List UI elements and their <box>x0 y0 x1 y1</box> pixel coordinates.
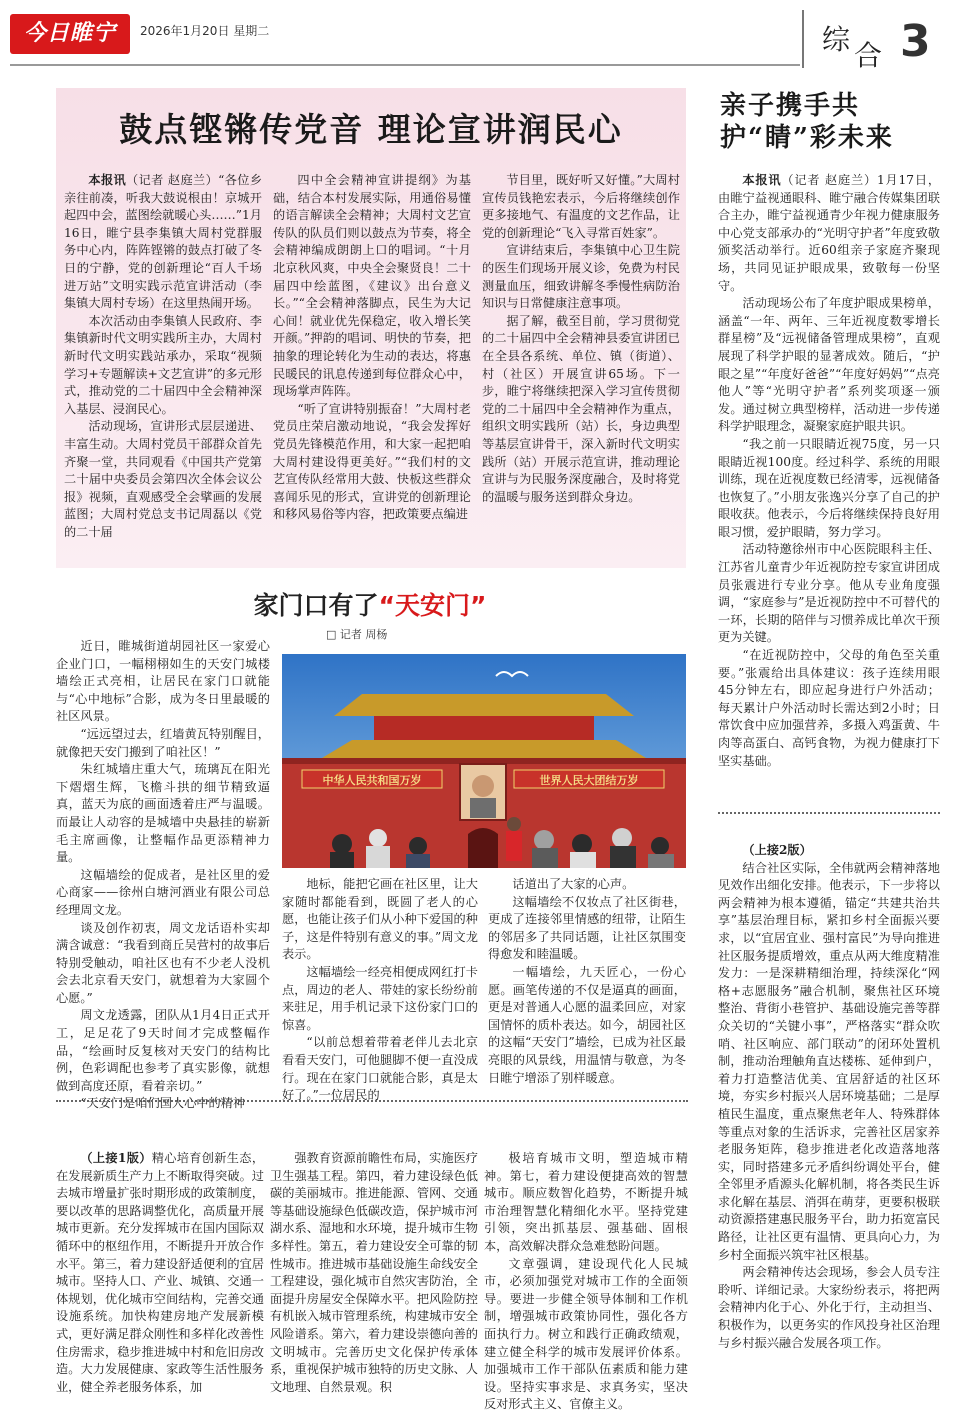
story4-paragraph: 活动特邀徐州市中心医院眼科主任、江苏省儿童青少年近视防控专家宣讲团成员张震进行专业分享。他从专业角度强调，“家庭参与”是近视防控中不可替代的一环，长期的陪伴与习惯养成比单次干预更为关键。 <box>718 542 940 645</box>
story2-paragraph: 话道出了大家的心声。 <box>512 877 635 891</box>
story4-paragraph: “在近视防控中，父母的角色至关重要。”张震给出具体建议：孩子连续用眼45分钟左右，即应起身进行户外活动；每天累计户外活动时长需达到2小时；日常饮食中应加强营养，多摄入鸡蛋黄、牛肉等高蛋白、高钙食物，为视力健康打下坚实基础。 <box>718 648 940 768</box>
story2-headline <box>200 586 540 622</box>
story1-paragraph: “听了宣讲特别振奋！”大周村老党员庄荣启激动地说，“我会发挥好党员先锋模范作用，和大家一起把咱大周村建设得更美好。”“我们村的文艺宣传队经常用大鼓、快板这些群众喜闻乐见的形式，宣讲党的创新理论和移风易俗等内容，把政策要点编进 <box>273 401 471 522</box>
story2-column-2 <box>282 876 478 1103</box>
story1-paragraph: 宣讲结束后，李集镇中心卫生院的医生们现场开展义诊，免费为村民测量血压，细致讲解冬季慢性病防治知识与日常健康注意事项。 <box>482 243 680 311</box>
story2-photo <box>282 654 686 868</box>
continued-marker: （上接2版） <box>742 843 812 857</box>
story1-column-1 <box>64 172 262 562</box>
story1-text: “各位乡亲往前凑，听我大鼓说根由！京城开起四中会，蓝图绘就暖心头……”1月16日，睢宁县李集镇大周村党群服务中心内，阵阵铿锵的鼓点打破了冬日的宁静，党的创新理论“百人千场进万站”文明实践示范宣讲活动（李集镇大周村专场）在这里热闹开场。 <box>64 173 263 311</box>
story2-headline-highlight: “天安门” <box>378 591 487 620</box>
section-char-2: 合 <box>854 39 887 72</box>
story2-paragraph: 周文龙透露，团队从1月4日正式开工，足足花了9天时间才完成整幅作品，“绘画时反复核对天安门的结构比例，色彩调配也参考了真实影像，就想做到高度还原，看着亲切。” <box>56 1008 270 1093</box>
story2-paragraph: 谈及创作初衷，周文龙话语朴实却满含诚意：“我看到商丘吴营村的故事后特别受触动，咱社区也有不少老人没机会去北京看天安门，就想着为大家圆个心愿。” <box>56 920 270 1005</box>
right-divider <box>718 812 940 814</box>
story2-paragraph: “天安门是咱们国人心中的精神 <box>80 1096 246 1111</box>
page-number: 3 <box>900 16 931 67</box>
story2-paragraph: “远远望过去，红墙黄瓦特别醒目，就像把天安门搬到了咱社区！” <box>56 726 270 759</box>
story2-paragraph: 地标，能把它画在社区里，让大家随时都能看到，既圆了老人的心愿，也能让孩子们从小种下爱国的种子，这是件特别有意义的事。”周文龙表示。 <box>282 877 478 962</box>
story3-paragraph <box>56 1150 264 1396</box>
section-name <box>822 18 887 72</box>
masthead-logo: 今日睢宁 <box>10 14 130 54</box>
story2-paragraph: 这幅墙绘不仅妆点了社区街巷，更成了连接邻里情感的纽带，让陌生的邻居多了共同话题，让社区氛围变得愈发和睦温暖。 <box>488 894 686 962</box>
story1-column-2 <box>273 172 471 562</box>
story2-paragraph: 一幅墙绘，九天匠心，一份心愿。画笔传递的不仅是逼真的画面，更是对普通人心愿的温柔回应，对家国情怀的质朴表达。如今，胡园社区的这幅“天安门”墙绘，已成为社区最亮眼的风景线，用温情与敬意，为冬日睢宁增添了别样暖意。 <box>488 964 686 1085</box>
header-rule <box>10 64 800 66</box>
story2-column-3 <box>488 876 686 1086</box>
story5-paragraph: 结合社区实际，全伟就两会精神落地见效作出细化安排。他表示，下一步将以两会精神为根本遵循，锚定“共建共治共享”基层治理目标，紧扣乡村全面振兴要求，以“宜居宜业、强村富民”为导向推进社区服务提质增效，重点从两大维度精准发力：一是深耕精细治理，持续深化“网格+志愿服务”融合机制，聚焦社区环境整治、背街小巷管护、基础设施完善等群众关切的“关键小事”，严格落实“群众吹哨、社区响应、部门联动”的闭环处置机制，推动治理触角直达楼栋、延伸到户，着力打造整洁优美、宜居舒适的社区环境，夯实乡村振兴人居环境基础；二是厚植民生温度，重点聚焦老年人、特殊群体等重点对象的生活诉求，完善社区居家养老服务矩阵，稳步推进老化改造落地落实，同时搭建多元矛盾纠纷调处平台，健全邻里矛盾源头化解机制，将各类民生诉求化解在基层、消弭在萌芽，更要积极联动资源搭建惠民服务平台，助力拓宽富民路径，让社区更有温情、更具向心力，为乡村全面振兴筑牢社区根基。 <box>718 860 940 1262</box>
header-divider <box>802 10 804 68</box>
story4-text: 1月17日，由睢宁益视通眼科、睢宁融合传媒集团联合主办，睢宁益视通青少年视力健康服务中心党支部承办的“光明守护者”年度致敬颁奖活动举行。近60组亲子家庭齐聚现场，共同见证护眼成果，致敬每一份坚守。 <box>718 173 941 293</box>
story4-lead: 本报讯 <box>742 173 782 187</box>
banner-left: 中华人民共和国万岁 <box>322 774 422 787</box>
continued-marker: （上接1版） <box>80 1151 152 1165</box>
story2-paragraph: 朱红城墙庄重大气，琉璃瓦在阳光下熠熠生辉，飞檐斗拱的细节精致逼真，蓝天为底的画面透着庄严与温暖。而最让人动容的是城墙中央悬挂的崭新毛主席画像，让整幅作品更添精神力量。 <box>56 762 270 865</box>
story4-paragraph: 活动现场公布了年度护眼成果榜单，涵盖“一年、两年、三年近视度数零增长群星榜”及“远视储备管理成果榜”，直观展现了科学护眼的显著成效。随后，“护眼之星”“年度好爸爸”“年度好妈妈”“点亮他人”等“光明守护者”系列奖项逐一颁发。通过树立典型榜样，活动进一步传递科学护眼理念，凝聚家庭护眼共识。 <box>718 296 940 434</box>
story1-paragraph: 节目里，既好听又好懂。”大周村宣传员钱艳宏表示，今后将继续创作更多接地气、有温度的文艺作品，让党的创新理论“飞入寻常百姓家”。 <box>482 173 680 240</box>
section-divider <box>56 1100 688 1102</box>
story4-column <box>718 172 940 788</box>
story1-paragraph: 活动现场，宣讲形式层层递进、丰富生动。大周村党员干部群众首先齐聚一堂，共同观看《中国共产党第二十届中央委员会第四次全体会议公报》视频，直观感受全会擘画的发展蓝图；大周村党总支书记周磊以《党的二十届 <box>64 419 262 539</box>
tiananmen-mural-illustration <box>282 654 686 868</box>
story3-column-1 <box>56 1150 264 1412</box>
story1-paragraph: 四中全会精神宣讲提纲》为基础，结合本村发展实际，用通俗易懂的语言解读全会精神；大周村文艺宣传队的队员们则以鼓点为节奏，将全会精神编成朗朗上口的唱词。“十月北京秋风爽，中央全会聚贤良！二十届四中绘蓝图，《建议》出台意义长。”“全会精神落脚点，民生为大记心间！就业优先保稳定，收入增长笑开颜。”押韵的唱词、明快的节奏，把抽象的理论转化为生动的表达，将惠民暖民的讯息传递到每位群众心中，现场掌声阵阵。 <box>273 173 471 399</box>
story1-byline: （记者 赵庭兰） <box>126 173 219 187</box>
story2-byline: □ 记者 周杨 <box>326 628 388 641</box>
story4-paragraph <box>718 172 940 295</box>
story4-paragraph: “我之前一只眼睛近视75度，另一只眼睛近视100度。经过科学、系统的用眼训练，现在近视度数已经清零，远视储备也恢复了。”小朋友张逸兴分享了自己的护眼收获。他表示，今后将继续保持良好用眼习惯，爱护眼睛，努力学习。 <box>718 436 940 539</box>
story5-cont <box>718 842 940 860</box>
story2-paragraph: 近日，睢城街道胡园社区一家爱心企业门口，一幅栩栩如生的天安门城楼墙绘正式亮相，让居民在家门口就能与“心中地标”合影，成为冬日里最暖的社区风景。 <box>56 639 270 724</box>
story1-paragraph: 据了解，截至目前，学习贯彻党的二十届四中全会精神县委宣讲团已在全县各系统、单位、镇（街道）、村（社区）开展宣讲65场。下一步，睢宁将继续把深入学习宣传贯彻党的二十届四中全会精神作为重点，组织文明实践所（站）长，身边典型等基层宣讲骨干，深入新时代文明实践所（站）开展示范宣讲，推动理论宣讲与为民服务深度融合，及时将党的温暖与服务送到群众身边。 <box>482 313 680 504</box>
story2-paragraph: 这幅墙绘的促成者，是社区里的爱心商家——徐州白塘河酒业有限公司总经理周文龙。 <box>56 867 270 917</box>
story3-paragraph: 极培育城市文明，塑造城市精神。第七，着力建设便捷高效的智慧城市。顺应数智化趋势，不断提升城市治理智慧化精细化水平。坚持党建引领，突出抓基层、强基础、固根本，高效解决群众急难愁盼问题。 <box>484 1151 688 1253</box>
story1-paragraph: 本次活动由李集镇人民政府、李集镇新时代文明实践所主办，大周村新时代文明实践站承办，采取“视频学习+专题解读+文艺宣讲”的多元形式，推动党的二十届四中全会精神深入基层、浸润民心。 <box>64 313 262 416</box>
story4-byline: （记者 赵庭兰） <box>781 173 877 187</box>
story4-headline: 亲子携手共护“睛”彩未来 <box>720 91 894 153</box>
banner-right: 世界人民大团结万岁 <box>539 774 639 787</box>
story2-paragraph: “以前总想着带着老伴儿去北京看看天安门，可他腿脚不便一直没成行。现在在家门口就能合影，真是太好了。”一位居民的 <box>282 1035 478 1103</box>
story3-column-2 <box>270 1150 478 1412</box>
story3-paragraph: 文章强调，建设现代化人民城市，必须加强党对城市工作的全面领导。要进一步健全领导体制和工作机制，增强城市政策协同性，强化各方面执行力。树立和践行正确政绩观，建立健全科学的城市发展评价体系。加强城市工作干部队伍素质和能力建设。坚持实事求是、求真务实，坚决反对形式主义、官僚主义。 <box>484 1256 688 1412</box>
story1-column-3 <box>482 172 680 562</box>
story3-text: 精心培育创新生态，在发展新质生产力上不断取得突破。过去城市增量扩张时期形成的政策制度，要以改革的思路调整优化，高质量开展城市更新。充分发挥城市在国内国际双循环中的枢纽作用，不断提升开放合作水平。第三，着力建设舒适便利的宜居城市。坚持人口、产业、城镇、交通一体规划，优化城市空间结构，完善交通设施系统。加快构建房地产发展新模式，更好满足群众刚性和多样化改善性住房需求，稳步推进城中村和危旧房改造。大力发展健康、家政等生活性服务业，健全养老服务体系，加 <box>56 1151 265 1394</box>
story1-lead: 本报讯 <box>88 173 127 187</box>
story1-paragraph <box>64 172 262 313</box>
story2-paragraph: 这幅墙绘一经亮相便成网红打卡点，周边的老人、带娃的家长纷纷前来驻足，用手机记录下这份家门口的惊喜。 <box>282 964 478 1032</box>
story3-column-3 <box>484 1150 688 1412</box>
story2-column-1 <box>56 638 270 1111</box>
issue-date: 2026年1月20日 星期二 <box>140 24 270 38</box>
section-char-1: 综 <box>822 23 855 56</box>
story5-column <box>718 842 940 1408</box>
story2-headline-text: 家门口有了 <box>253 591 379 620</box>
story1-headline: 鼓点铿锵传党音 理论宣讲润民心 <box>119 110 623 149</box>
story5-paragraph: 两会精神传达会现场，参会人员专注聆听、详细记录。大家纷纷表示，将把两会精神内化于心、外化于行，主动担当、积极作为，以更务实的作风投身社区治理与乡村振兴融合发展各项工作。 <box>718 1265 940 1350</box>
story3-paragraph: 强教育资源前瞻性布局，实施医疗卫生强基工程。第四，着力建设绿色低碳的美丽城市。推进能源、管网、交通等基础设施绿色低碳改造，保护城市河湖水系、湿地和水环境，提升城市生物多样性。第五，着力建设安全可靠的韧性城市。推进城市基础设施生命线安全工程建设，强化城市自然灾害防治，全面提升房屋安全保障水平。把风险防控有机嵌入城市管理系统，构建城市安全风险谱系。第六，着力建设崇德向善的文明城市。完善历史文化保护传承体系，重视保护城市独特的历史文脉、人文地理、自然景观。积 <box>270 1151 478 1394</box>
